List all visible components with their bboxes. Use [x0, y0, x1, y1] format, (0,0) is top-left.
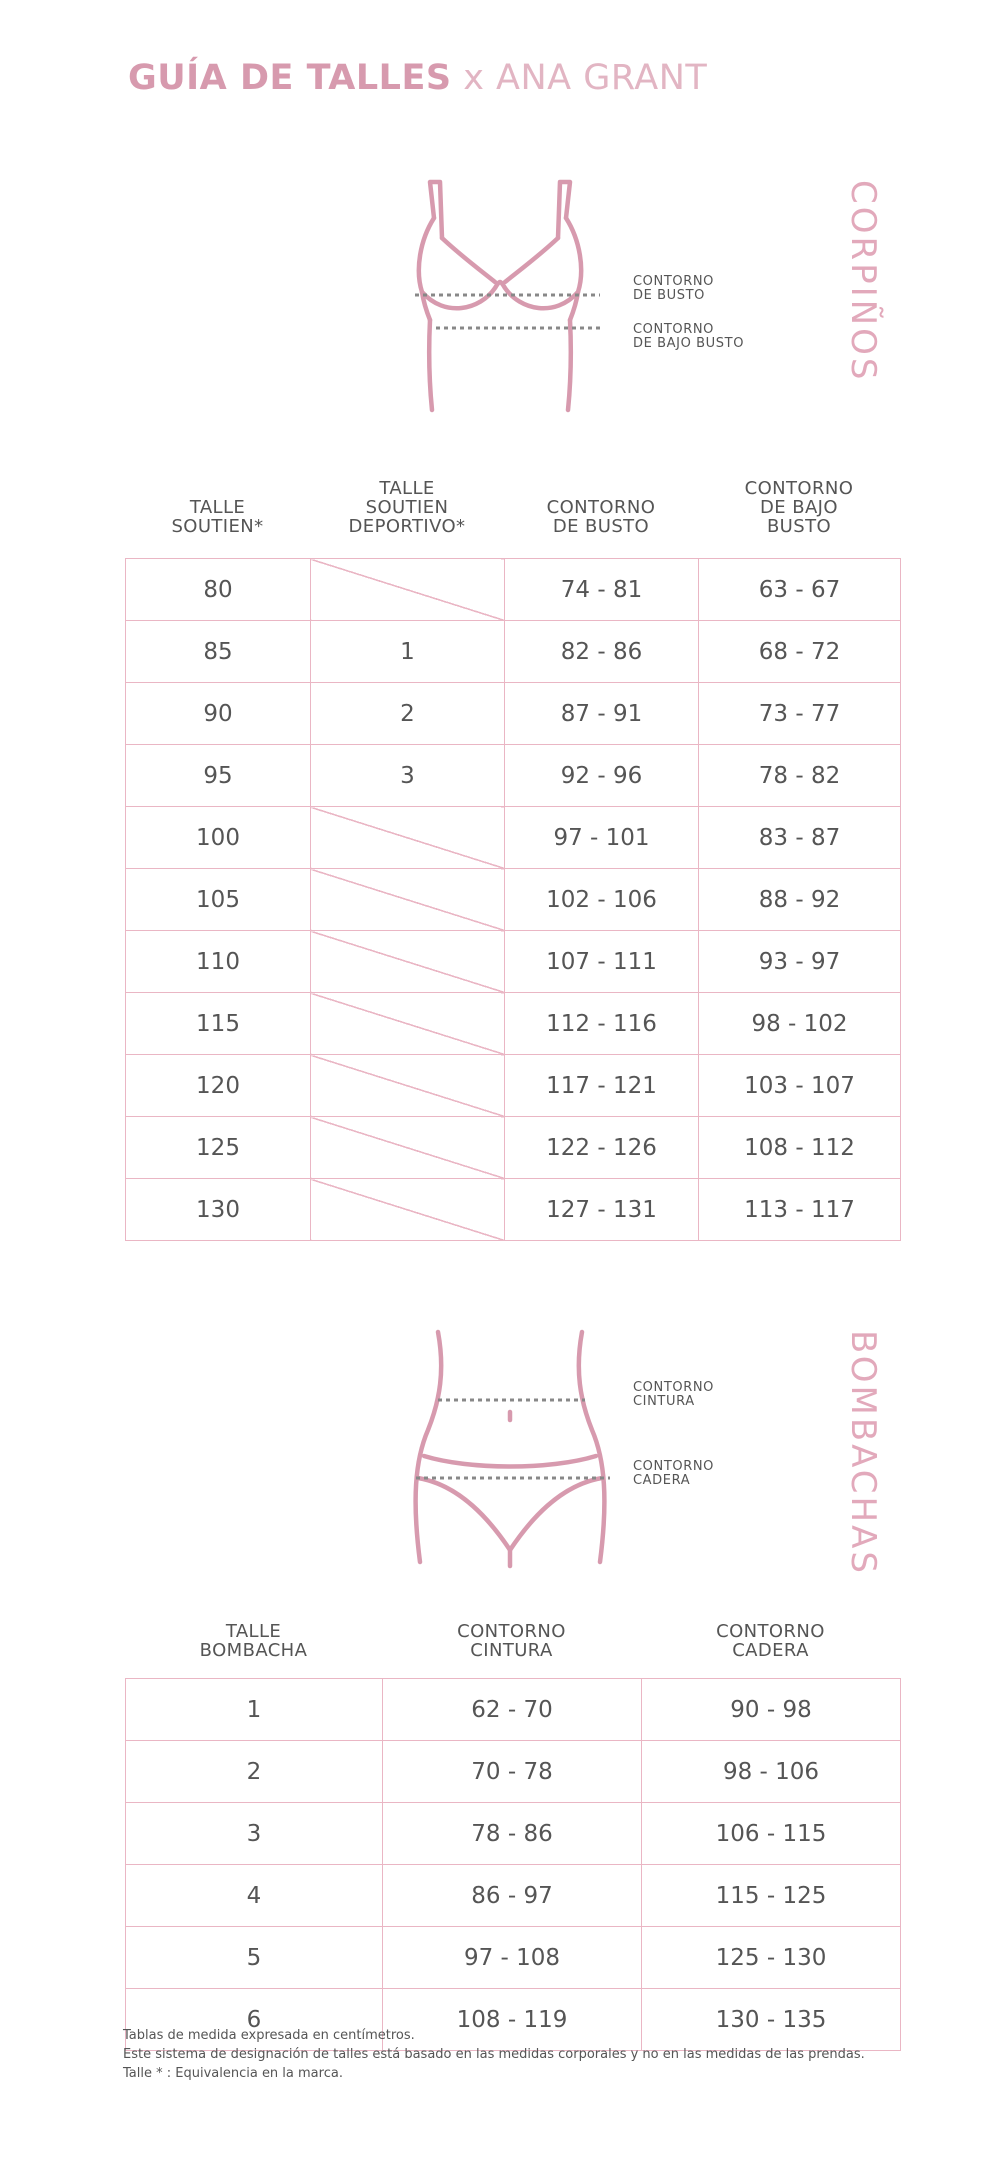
header-line: TALLE [189, 497, 246, 518]
table-cell: 1 [311, 621, 505, 683]
waist-label [633, 1381, 714, 1409]
table-row [126, 931, 901, 993]
hip-label-line: CADERA [633, 1473, 691, 1488]
table-cell: 130 - 135 [642, 1989, 901, 2051]
hip-label-line: CONTORNO [633, 1459, 714, 1474]
header-line: CONTORNO [744, 478, 854, 499]
corpinos-side-label: CORPIÑOS [843, 180, 883, 383]
table-cell: 93 - 97 [699, 931, 901, 993]
table-cell: 112 - 116 [505, 993, 699, 1055]
header-line: DE BAJO [760, 497, 838, 518]
table-cell-empty [311, 931, 505, 993]
table-cell: 4 [126, 1865, 383, 1927]
bra-col-header [698, 479, 900, 536]
table-cell: 78 - 82 [699, 745, 901, 807]
bust-label-line: CONTORNO [633, 274, 714, 289]
table-cell: 92 - 96 [505, 745, 699, 807]
table-cell: 80 [126, 559, 311, 621]
table-cell: 78 - 86 [383, 1803, 642, 1865]
table-cell: 125 [126, 1117, 311, 1179]
table-row [126, 1927, 901, 1989]
table-cell: 68 - 72 [699, 621, 901, 683]
bra-figure-icon [400, 170, 600, 420]
table-cell: 95 [126, 745, 311, 807]
table-cell: 117 - 121 [505, 1055, 699, 1117]
bust-label [633, 275, 714, 303]
table-cell: 1 [126, 1679, 383, 1741]
table-cell: 110 [126, 931, 311, 993]
table-row [126, 1865, 901, 1927]
table-cell: 120 [126, 1055, 311, 1117]
bombachas-side-label: BOMBACHAS [843, 1330, 883, 1576]
table-row [126, 1741, 901, 1803]
table-cell: 88 - 92 [699, 869, 901, 931]
table-cell: 122 - 126 [505, 1117, 699, 1179]
table-cell: 127 - 131 [505, 1179, 699, 1241]
table-cell: 97 - 101 [505, 807, 699, 869]
table-cell: 105 [126, 869, 311, 931]
table-cell: 108 - 112 [699, 1117, 901, 1179]
table-cell-empty [311, 1179, 505, 1241]
table-cell: 102 - 106 [505, 869, 699, 931]
panty-col-header [382, 1622, 641, 1660]
table-cell: 74 - 81 [505, 559, 699, 621]
underbust-label [633, 323, 744, 351]
header-line: CONTORNO [716, 1621, 825, 1642]
table-row [126, 621, 901, 683]
table-cell: 2 [126, 1741, 383, 1803]
table-cell: 6 [126, 1989, 383, 2051]
footnotes [123, 2026, 865, 2083]
header-line: CINTURA [470, 1640, 553, 1661]
table-cell: 106 - 115 [642, 1803, 901, 1865]
header-line: TALLE [379, 478, 435, 499]
table-row [126, 1679, 901, 1741]
title-main: GUÍA DE TALLES [128, 58, 452, 98]
table-cell: 86 - 97 [383, 1865, 642, 1927]
table-cell: 103 - 107 [699, 1055, 901, 1117]
table-cell: 85 [126, 621, 311, 683]
table-cell: 73 - 77 [699, 683, 901, 745]
table-cell: 82 - 86 [505, 621, 699, 683]
table-cell-empty [311, 869, 505, 931]
table-cell: 98 - 106 [642, 1741, 901, 1803]
table-row [126, 559, 901, 621]
table-cell: 87 - 91 [505, 683, 699, 745]
table-cell: 63 - 67 [699, 559, 901, 621]
underbust-label-line: DE BAJO BUSTO [633, 336, 745, 351]
table-cell: 100 [126, 807, 311, 869]
table-cell: 3 [126, 1803, 383, 1865]
header-line: CONTORNO [546, 497, 656, 518]
footnote-line: Talle * : Equivalencia en la marca. [123, 2066, 343, 2081]
bra-col-header [504, 498, 698, 536]
underbust-label-line: CONTORNO [633, 322, 714, 337]
header-line: BOMBACHA [199, 1640, 308, 1661]
table-cell: 115 - 125 [642, 1865, 901, 1927]
table-row [126, 683, 901, 745]
header-line: DEPORTIVO* [348, 516, 466, 537]
bra-col-header [125, 498, 310, 536]
bra-size-table [125, 558, 901, 1241]
table-cell-empty [311, 559, 505, 621]
table-row [126, 869, 901, 931]
panty-figure-icon [410, 1330, 610, 1570]
table-cell: 97 - 108 [383, 1927, 642, 1989]
table-cell-empty [311, 1055, 505, 1117]
header-line: SOUTIEN* [171, 516, 264, 537]
header-line: CONTORNO [457, 1621, 566, 1642]
table-cell: 83 - 87 [699, 807, 901, 869]
table-cell: 98 - 102 [699, 993, 901, 1055]
waist-label-line: CONTORNO [633, 1380, 714, 1395]
table-cell: 130 [126, 1179, 311, 1241]
table-row [126, 1179, 901, 1241]
table-cell: 113 - 117 [699, 1179, 901, 1241]
header-line: TALLE [225, 1621, 282, 1642]
table-cell: 115 [126, 993, 311, 1055]
table-row [126, 1803, 901, 1865]
panty-size-table [125, 1678, 901, 2051]
table-cell: 90 [126, 683, 311, 745]
table-row [126, 745, 901, 807]
panty-col-header [125, 1622, 382, 1660]
footnote-line: Este sistema de designación de talles está basado en las medidas corporales y no en las medidas de las prendas. [123, 2047, 865, 2062]
table-cell: 107 - 111 [505, 931, 699, 993]
table-cell: 108 - 119 [383, 1989, 642, 2051]
table-cell: 90 - 98 [642, 1679, 901, 1741]
hip-label [633, 1460, 714, 1488]
table-row [126, 1117, 901, 1179]
header-line: BUSTO [766, 516, 832, 537]
header-line: CADERA [732, 1640, 809, 1661]
page-title [128, 58, 707, 98]
header-line: DE BUSTO [552, 516, 650, 537]
table-cell-empty [311, 807, 505, 869]
panty-col-header [641, 1622, 900, 1660]
table-cell-empty [311, 1117, 505, 1179]
bra-col-header [310, 479, 504, 536]
title-brand: x ANA GRANT [463, 58, 708, 98]
table-cell: 5 [126, 1927, 383, 1989]
footnote-line: Tablas de medida expresada en centímetros. [123, 2028, 415, 2043]
table-row [126, 807, 901, 869]
waist-label-line: CINTURA [633, 1394, 695, 1409]
table-cell: 70 - 78 [383, 1741, 642, 1803]
table-cell-empty [311, 993, 505, 1055]
table-cell: 3 [311, 745, 505, 807]
table-cell: 2 [311, 683, 505, 745]
table-cell: 125 - 130 [642, 1927, 901, 1989]
bust-label-line: DE BUSTO [633, 288, 706, 303]
table-cell: 62 - 70 [383, 1679, 642, 1741]
header-line: SOUTIEN [365, 497, 449, 518]
table-row [126, 1055, 901, 1117]
table-row [126, 993, 901, 1055]
